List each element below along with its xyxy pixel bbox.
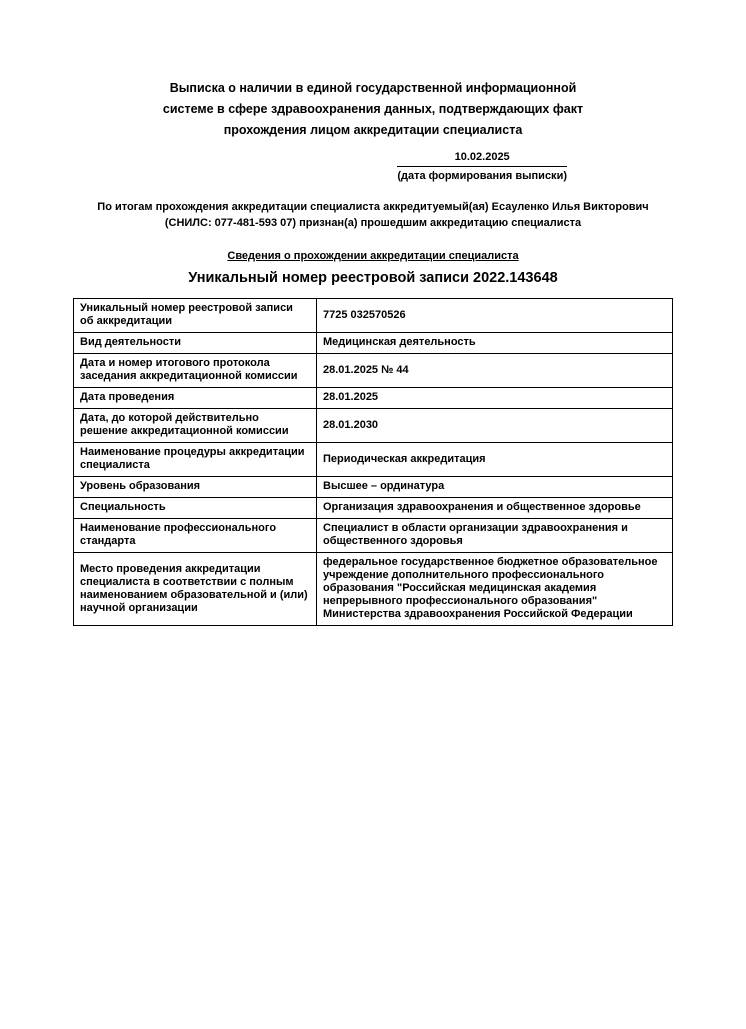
section-title: Сведения о прохождении аккредитации специалиста [227,250,519,262]
row-label-cell: Уникальный номер реестровой записи об аккредитации [74,299,317,333]
table-row [74,409,673,443]
row-value-cell: 28.01.2025 № 44 [317,354,673,388]
intro-paragraph: По итогам прохождения аккредитации специалиста аккредитуемый(ая) Есауленко Илья Викторович (СНИЛС: 077-481-593 07) признан(а) прошедшим аккредитацию специалиста [97,201,649,229]
row-label-cell: Вид деятельности [74,333,317,354]
table-row [74,443,673,477]
row-label-cell: Наименование процедуры аккредитации специалиста [74,443,317,477]
document-title: Выписка о наличии в единой государственной информационной системе в сфере здравоохранения данных, подтверждающих факт прохождения лицом аккредитации специалиста [162,81,584,137]
table-row [74,388,673,409]
row-value-cell: 28.01.2025 [317,388,673,409]
table-row [74,498,673,519]
accreditation-table [73,298,673,626]
table-row [74,299,673,333]
row-label-cell: Дата и номер итогового протокола заседания аккредитационной комиссии [74,354,317,388]
row-label-cell: Дата, до которой действительно решение аккредитационной комиссии [74,409,317,443]
row-label-cell: Место проведения аккредитации специалиста в соответствии с полным наименованием образовательной и (или) научной организации [74,553,317,626]
table-row [74,519,673,553]
row-label-cell: Наименование профессионального стандарта [74,519,317,553]
row-value-cell: Периодическая аккредитация [317,443,673,477]
row-value-cell: 7725 032570526 [317,299,673,333]
table-row [74,477,673,498]
table-row [74,553,673,626]
row-value-cell: Высшее – ординатура [317,477,673,498]
table-row [74,333,673,354]
row-value-cell: 28.01.2030 [317,409,673,443]
record-number-title: Уникальный номер реестровой записи 2022.143648 [188,270,558,286]
row-value-cell: Специалист в области организации здравоохранения и общественного здоровья [317,519,673,553]
row-label-cell: Уровень образования [74,477,317,498]
formation-date-value: 10.02.2025 [397,150,567,167]
row-label-cell: Дата проведения [74,388,317,409]
row-label-cell: Специальность [74,498,317,519]
table-row [74,354,673,388]
row-value-cell: Организация здравоохранения и общественное здоровье [317,498,673,519]
formation-date-caption: (дата формирования выписки) [397,170,567,182]
formation-date-block [0,150,746,183]
row-value-cell: федеральное государственное бюджетное образовательное учреждение дополнительного профессионального образования "Российская медицинская академия непрерывного профессионального образования" Министерства здравоохранения Российской Федерации [317,553,673,626]
row-value-cell: Медицинская деятельность [317,333,673,354]
